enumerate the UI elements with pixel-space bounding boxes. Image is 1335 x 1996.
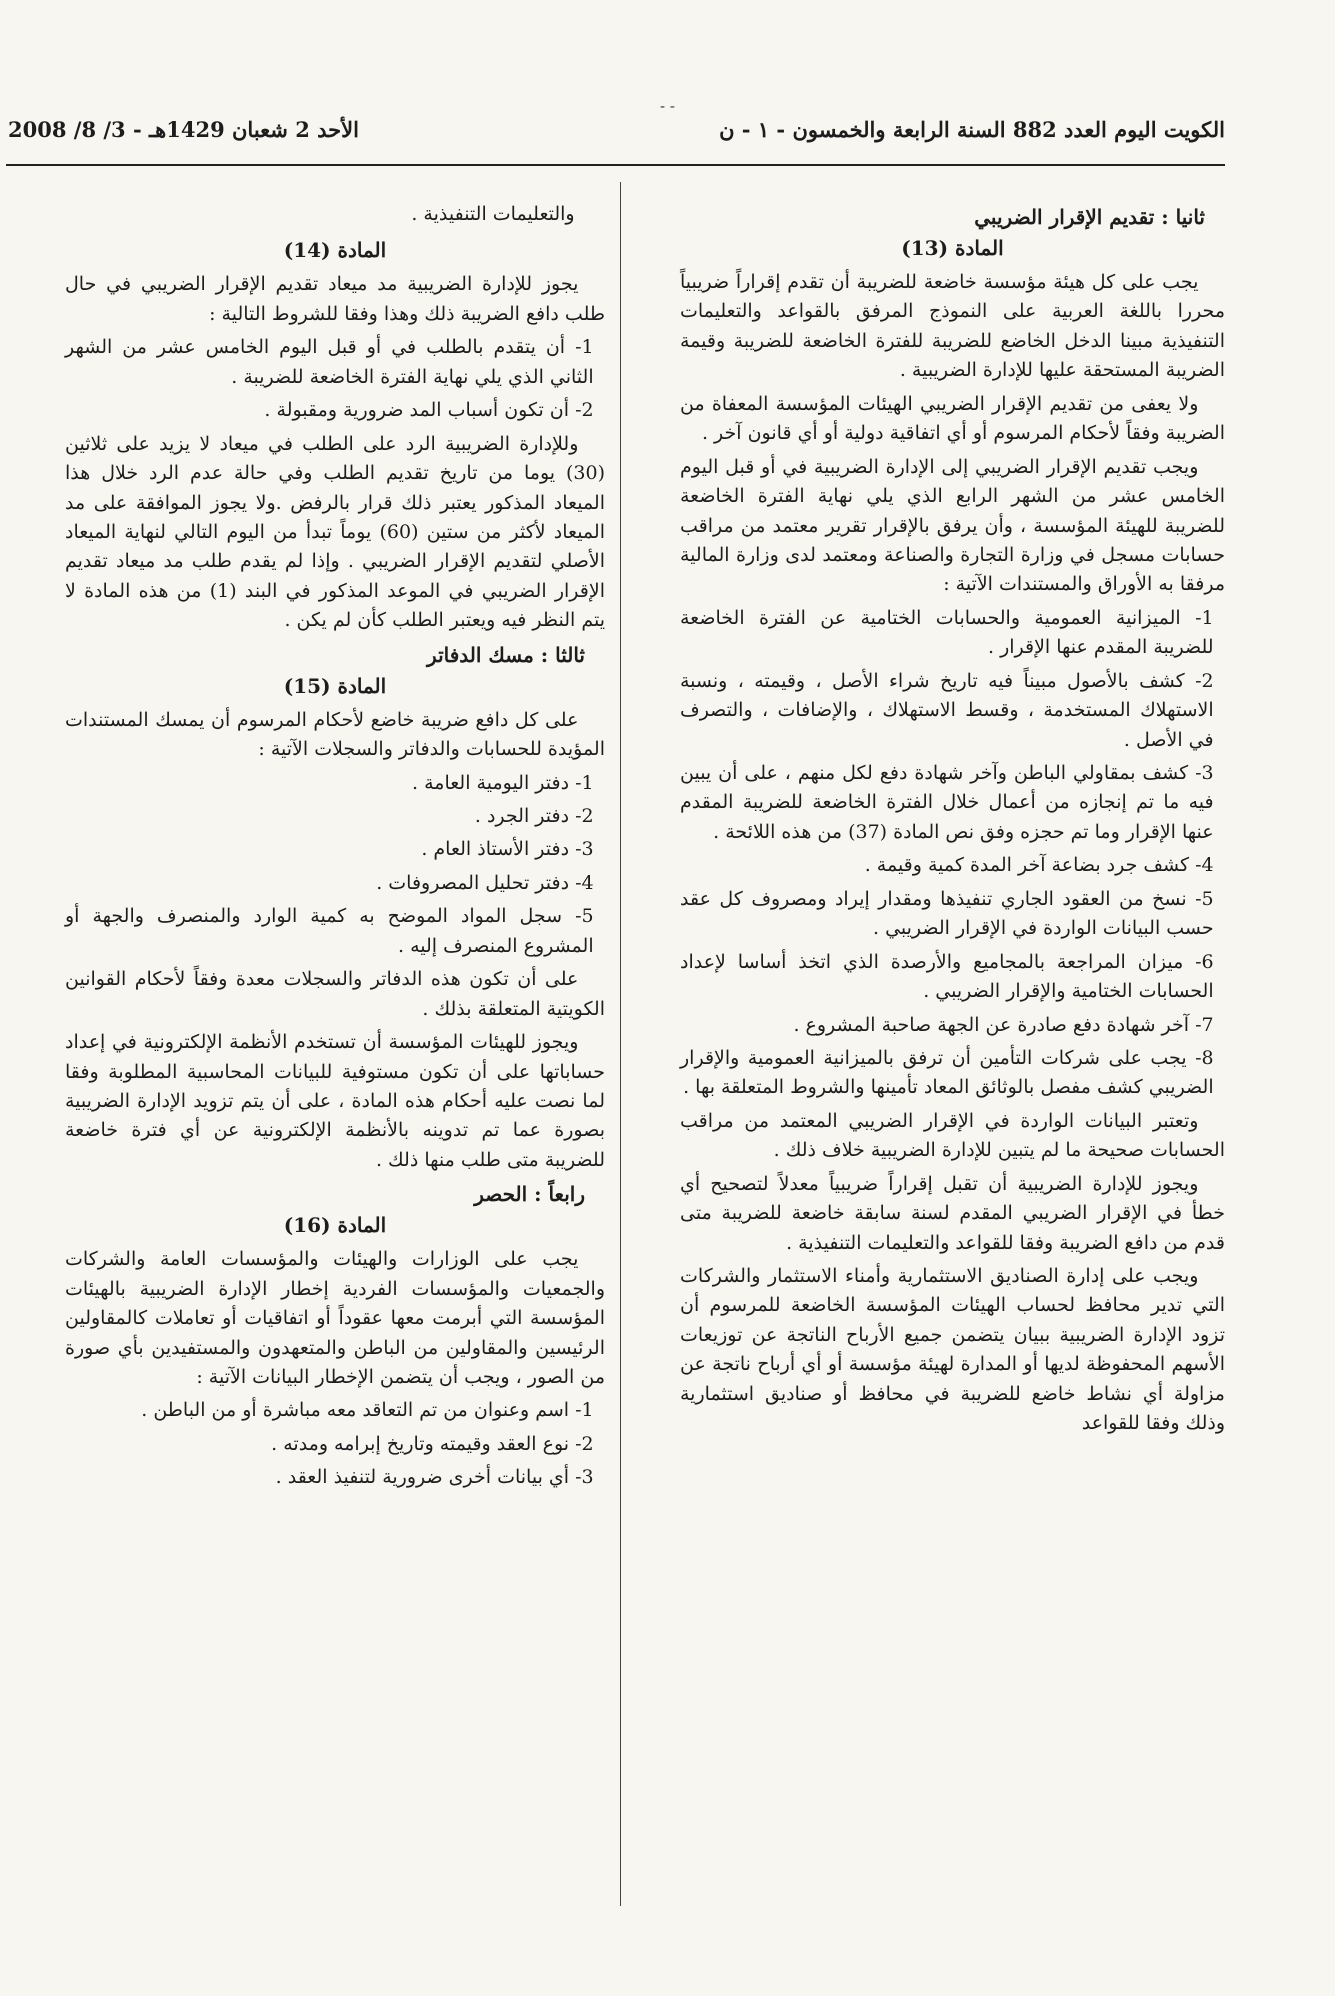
list-item: 2- أن تكون أسباب المد ضرورية ومقبولة . — [264, 399, 594, 422]
header-date: الأحد 2 شعبان 1429هـ - 3/ 8/ 2008 — [8, 117, 359, 142]
paragraph: على كل دافع ضريبة خاضع لأحكام المرسوم أن يمسك المستندات المؤيدة للحسابات والدفاتر والسجلات الآتية : — [65, 708, 605, 761]
paragraph: وتعتبر البيانات الواردة في الإقرار الضريبي المعتمد من مراقب الحسابات صحيحة ما لم يتبين للإدارة الضريبية خلاف ذلك . — [680, 1109, 1225, 1162]
list-item: 4- كشف جرد بضاعة آخر المدة كمية وقيمة . — [864, 854, 1214, 877]
list-item: 2- كشف بالأصول مبيناً فيه تاريخ شراء الأصل ، وقيمته ، ونسبة الاستهلاك المستخدمة ، وقسط الاستهلاك ، والإضافات ، والتصرف في الأصل . — [680, 669, 1214, 751]
list-item: 6- ميزان المراجعة بالمجاميع والأرصدة الذي اتخذ أساسا لإعداد الحسابات الختامية والإقرار الضريبي . — [680, 950, 1214, 1003]
article-13-heading: المادة (13) — [901, 236, 1004, 260]
section-heading: رابعاً : الحصر — [474, 1182, 585, 1207]
list-item: 2- نوع العقد وقيمته وتاريخ إبرامه ومدته . — [271, 1432, 594, 1455]
article-16-heading: المادة (16) — [283, 1213, 387, 1238]
section-heading: ثالثا : مسك الدفاتر — [427, 642, 585, 667]
list-item: 3- أي بيانات أخرى ضرورية لتنفيذ العقد . — [275, 1466, 594, 1489]
paragraph: ويجب على إدارة الصناديق الاستثمارية وأمناء الاستثمار والشركات التي تدير محافظ لحساب الهيئات المؤسسة الخاضعة للمرسوم أن تزود الإدارة الضريبية ببيان يتضمن جميع الأرباح الناتجة عن توزيعات الأسهم المحفوظة لديها أو المدارة لهيئة مؤسسة أو أي أرباح ناتجة عن مزاولة أي نشاط خاضع للضريبة في محافظ أو صناديق استثمارية وذلك وفقا للقواعد — [680, 1265, 1225, 1435]
paragraph: ولا يعفى من تقديم الإقرار الضريبي الهيئات المؤسسة المعفاة من الضريبة وفقاً لأحكام المرسوم أو أي اتفاقية دولية أو أي قانون آخر . — [680, 392, 1225, 445]
paragraph: على أن تكون هذه الدفاتر والسجلات معدة وفقاً لأحكام القوانين الكويتية المتعلقة بذلك . — [65, 968, 605, 1020]
list-item: 5- نسخ من العقود الجاري تنفيذها ومقدار إيراد ومصروف كل عقد حسب البيانات الواردة في الإقرار الضريبي . — [680, 887, 1214, 940]
paragraph: يجوز للإدارة الضريبية مد ميعاد تقديم الإقرار الضريبي في حال طلب دافع الضريبة ذلك وهذا وفقا للشروط التالية : — [65, 273, 605, 325]
header-issue: الكويت اليوم العدد 882 السنة الرابعة والخمسون - ١ - ن — [719, 117, 1225, 142]
article-15-heading: المادة (15) — [283, 673, 387, 698]
paragraph: ويجوز للهيئات المؤسسة أن تستخدم الأنظمة الإلكترونية في إعداد حساباتها على أن تكون مستوفية للبيانات المحاسبية المطلوبة وفقا لما نصت عليه أحكام هذه المادة ، على أن يتم تزويد الإدارة الضريبية بصورة عما تم تدوينه بالأنظمة الإلكترونية عن أي فترة خاضعة للضريبة متى طلب منها ذلك . — [65, 1031, 605, 1171]
top-mark: - - — [660, 97, 675, 115]
paragraph: وللإدارة الضريبية الرد على الطلب في ميعاد لا يزيد على ثلاثين (30) يوما من تاريخ تقديم الطلب وفي حالة عدم الرد خلال هذا الميعاد المذكور يعتبر ذلك قرار بالرفض .ولا يجوز الموافقة على مد الميعاد لأكثر من ستين (60) يوماً تبدأ من اليوم التالي لنهاية الميعاد الأصلي لتقديم الإقرار الضريبي . وإذا لم يقدم طلب مد ميعاد تقديم الإقرار الضريبي في الموعد المذكور في البند (1) من هذه المادة لا يتم النظر فيه ويعتبر الطلب كأن لم يكن . — [65, 432, 605, 632]
list-item: 2- دفتر الجرد . — [474, 805, 594, 827]
list-item: 1- أن يتقدم بالطلب في أو قبل اليوم الخامس عشر من الشهر الثاني الذي يلي نهاية الفترة الخاضعة للضريبة . — [65, 336, 594, 388]
page-header — [8, 117, 1225, 142]
paragraph: ويجب تقديم الإقرار الضريبي إلى الإدارة الضريبية في أو قبل اليوم الخامس عشر من الشهر الرابع الذي يلي نهاية الفترة الخاضعة للضريبة للهيئة المؤسسة ، وأن يرفق بالإقرار تقرير معتمد من مراقب حسابات مسجل في وزارة التجارة والصناعة ومعتمد لدى وزارة المالية مرفقا به الأوراق والمستندات الآتية : — [680, 455, 1225, 596]
paragraph: يجب على الوزارات والهيئات والمؤسسات العامة والشركات والجمعيات والمؤسسات الفردية إخطار الإدارة الضريبية بالهيئات المؤسسة التي أبرمت معها عقوداً أو اتفاقيات أو تعاملات كالمقاولين الرئيسين والمقاولين من الباطن والمتعهدون والمستفيدين بأي صورة من الصور ، ويجب أن يتضمن الإخطار البيانات الآتية : — [65, 1248, 605, 1388]
paragraph: ويجوز للإدارة الضريبية أن تقبل إقراراً ضريبياً معدلاً لتصحيح أي خطأ في الإقرار الضريبي المقدم لسنة سابقة خاضعة للضريبة متى قدم من دافع الضريبة وفقا للقواعد والتعليمات التنفيذية . — [680, 1172, 1225, 1254]
list-item: 8- يجب على شركات التأمين أن ترفق بالميزانية العمومية والإقرار الضريبي كشف مفصل بالوثائق المعاد تأمينها والشروط المتعلقة بها . — [680, 1046, 1214, 1099]
list-item: 3- كشف بمقاولي الباطن وآخر شهادة دفع لكل منهم ، على أن يبين فيه ما تم إنجازه من أعمال خلال الفترة الخاضعة للضريبة المقدم عنها الإقرار وما تم حجزه وفق نص المادة (37) من هذه اللائحة . — [680, 762, 1214, 843]
paragraph: يجب على كل هيئة مؤسسة خاضعة للضريبة أن تقدم إقراراً ضريبياً محررا باللغة العربية على النموذج المرفق بالقواعد والتعليمات التنفيذية مبينا الدخل الخاضع للضريبة للفترة الخاضعة للضريبة وقيمة الضريبة المستحقة عليها للإدارة الضريبية . — [680, 271, 1225, 382]
right-column — [680, 200, 1225, 1443]
list-item: 3- دفتر الأستاذ العام . — [421, 838, 594, 861]
list-item: 5- سجل المواد الموضح به كمية الوارد والمنصرف والجهة أو المشروع المنصرف إليه . — [65, 905, 594, 957]
list-item: 1- اسم وعنوان من تم التعاقد معه مباشرة أو من الباطن . — [141, 1399, 594, 1422]
list-item: 1- دفتر اليومية العامة . — [412, 771, 594, 794]
column-divider — [620, 182, 621, 1906]
list-item: 7- آخر شهادة دفع صادرة عن الجهة صاحبة المشروع . — [793, 1013, 1214, 1036]
list-item: 1- الميزانية العمومية والحسابات الختامية عن الفترة الخاضعة للضريبة المقدم عنها الإقرار . — [680, 606, 1214, 659]
list-item: 4- دفتر تحليل المصروفات . — [376, 871, 594, 894]
header-rule — [6, 164, 1225, 166]
section-heading: ثانيا : تقديم الإقرار الضريبي — [974, 205, 1205, 229]
paragraph-continuation: والتعليمات التنفيذية . — [411, 203, 575, 225]
article-14-heading: المادة (14) — [283, 238, 387, 263]
left-column — [65, 200, 605, 1497]
